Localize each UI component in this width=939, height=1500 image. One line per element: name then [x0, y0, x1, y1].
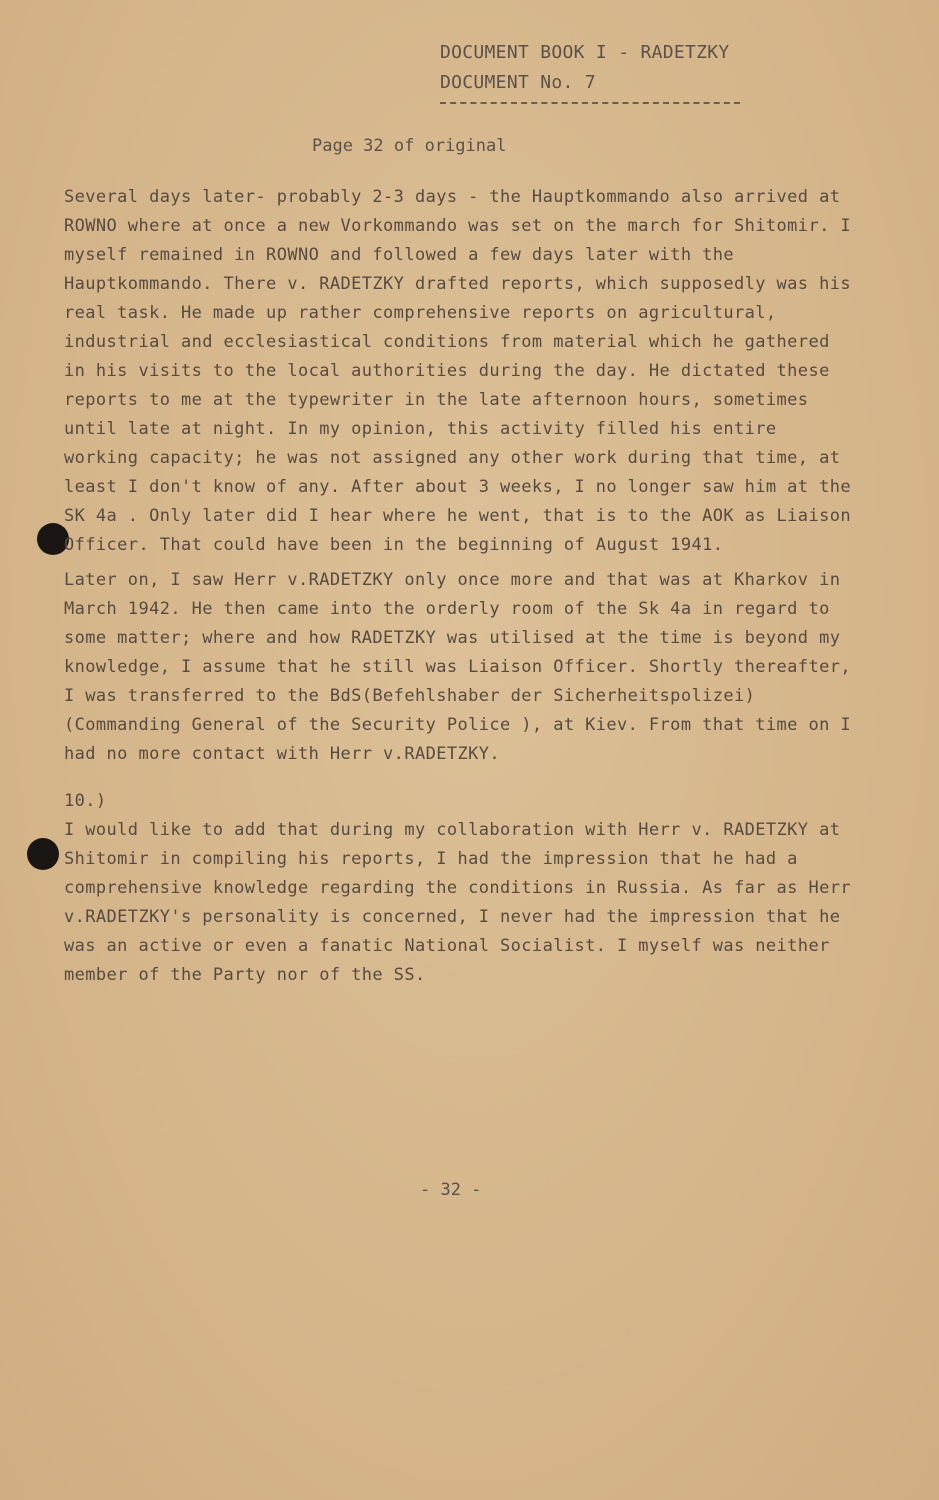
page-number: - 32 - [420, 1180, 482, 1200]
header-title: DOCUMENT BOOK I - RADETZKY [440, 42, 730, 63]
paragraph-3: 10.) I would like to add that during my collaboration with Herr v. RADETZKY at Shitomir in compiling his reports, I had the impression that he had a comprehensive knowledge regarding the conditions in Russia. As far as Herr v.RADETZKY's personality is concerned, I never had the impression that he was an active or even a fanatic National Socialist. I myself was neither member of the Party nor of the SS. [64, 791, 851, 985]
page-reference: Page 32 of original [312, 136, 507, 156]
header-rule [440, 102, 740, 104]
document-header [440, 38, 770, 104]
paragraph-1: Several days later- probably 2-3 days - the Hauptkommando also arrived at ROWNO where at once a new Vorkommando was set on the march for Shitomir. I myself remained in ROWNO and followed a few days later with the Hauptkommando. There v. RADETZKY drafted reports, which supposedly was his real task. He made up rather comprehensive reports on agricultural, industrial and ecclesiastical conditions from material which he gathered in his visits to the local authorities during the day. He dictated these reports to me at the typewriter in the late afternoon hours, sometimes until late at night. In my opinion, this activity filled his entire working capacity; he was not assigned any other work during that time, at least I don't know of any. After about 3 weeks, I no longer saw him at the SK 4a . Only later did I hear where he went, that is to the AOK as Liaison Officer. That could have been in the beginning of August 1941. [64, 187, 851, 555]
document-body [64, 183, 854, 990]
paragraph-2: Later on, I saw Herr v.RADETZKY only once more and that was at Kharkov in March 1942. He then came into the orderly room of the Sk 4a in regard to some matter; where and how RADETZKY was utilised at the time is beyond my knowledge, I assume that he still was Liaison Officer. Shortly thereafter, I was transferred to the BdS(Befehlshaber der Sicherheitspolizei)(Commanding General of the Security Police ), at Kiev. From that time on I had no more contact with Herr v.RADETZKY. [64, 570, 851, 764]
punch-hole-bottom [27, 838, 59, 870]
header-document-number: DOCUMENT No. 7 [440, 72, 596, 93]
